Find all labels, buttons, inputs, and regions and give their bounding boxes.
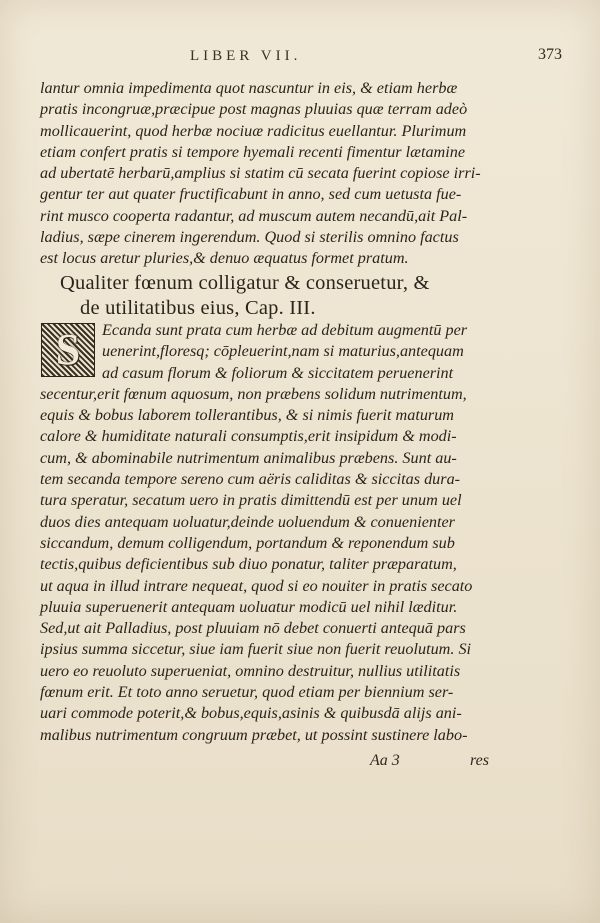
text-line: ad ubertatē herbarū,amplius si statim cū secata fuerint copiose irri- [40,164,481,183]
text-line: Sed,ut ait Palladius, post pluuiam nō debet conuerti antequā pars [40,619,466,638]
running-head [190,48,520,65]
chapter-body [40,320,480,746]
text-line: tem secanda tempore sereno cum aëris caliditas & siccitas dura- [40,470,461,489]
text-line: pluuia superuenerit antequam uoluatur modicū uel nihil læditur. [40,597,458,616]
heading-line: de utilitatibus eius, Cap. III. [80,297,316,319]
text-line: mollicauerint, quod herbæ nociuæ radicitus euellantur. Plurimum [40,121,467,140]
running-title: LIBER VII. [190,48,302,64]
text-line: tectis,quibus deficientibus sub diuo ponatur, taliter præparatum, [40,555,457,574]
text-line: est locus aretur pluries,& denuo æquatus formet pratum. [40,249,409,268]
text-line: uari commode poterit,& bobus,equis,asinis & quibusdā alijs ani- [40,704,462,723]
page-number: 373 [538,46,562,63]
text-line: uero eo reuoluto superueniat, omnino destruitur, nullius utilitatis [40,661,461,680]
text-line: Ecanda sunt prata cum herbæ ad debitum augmentū per [102,321,468,339]
signature-mark: Aa 3 [370,752,400,769]
text-line: lantur omnia impedimenta quot nascuntur in eis, & etiam herbæ [40,79,458,97]
text-line: ipsius summa siccetur, siue iam fuerit siue non fuerit reuolutum. Si [40,640,472,659]
text-line: ut aqua in illud intrare nequeat, quod si eo nouiter in pratis secato [40,576,473,595]
paragraph-continued [40,78,480,270]
text-line: siccandum, demum colligendum, portandum & reponendum sub [40,533,455,552]
text-line: etiam confert pratis si tempore hyemali recenti fimentur lætamine [40,142,465,161]
text-line: fœnum erit. Et toto anno seruetur, quod etiam per biennium ser- [40,683,454,702]
text-line: gentur ter aut quater fructificabunt in anno, sed cum uetusta fue- [40,185,462,204]
text-line: malibus nutrimentum congruum præbet, ut possint sustinere labo- [40,725,468,744]
text-line: uenerint,floresq; cōpleuerint,nam si maturius,antequam [102,342,464,361]
text-line: secentur,erit fœnum aquosum, non præbens solidum nutrimentum, [40,384,467,403]
text-line: rint musco cooperta radantur, ad muscum autem necandū,ait Pal- [40,206,468,225]
text-line: ad casum florum & foliorum & siccitatem peruenerint [102,363,454,382]
text-line: tura speratur, secatum uero in pratis dimittendū est per unum uel [40,491,462,510]
text-line: ladius, sæpe cinerem ingerendum. Quod si sterilis omnino factus [40,228,459,247]
initial-letter: S [55,325,81,374]
text-line: cum, & abominabile nutrimentum animalibus præbens. Sunt au- [40,448,457,467]
chapter-heading [60,271,490,321]
catchword: res [470,752,489,769]
text-line: calore & humiditate naturali consumptis,erit insipidum & modi- [40,427,457,446]
heading-line: Qualiter fœnum colligatur & conseruetur, & [60,272,430,294]
text-line: pratis incongruæ,præcipue post magnas pluuias quæ terram adeò [40,100,468,119]
text-line: duos dies antequam uoluatur,deinde uoluendum & conuenienter [40,512,455,531]
text-line: equis & bobus laborem tollerantibus, & si nimis fuerit maturum [40,406,454,425]
